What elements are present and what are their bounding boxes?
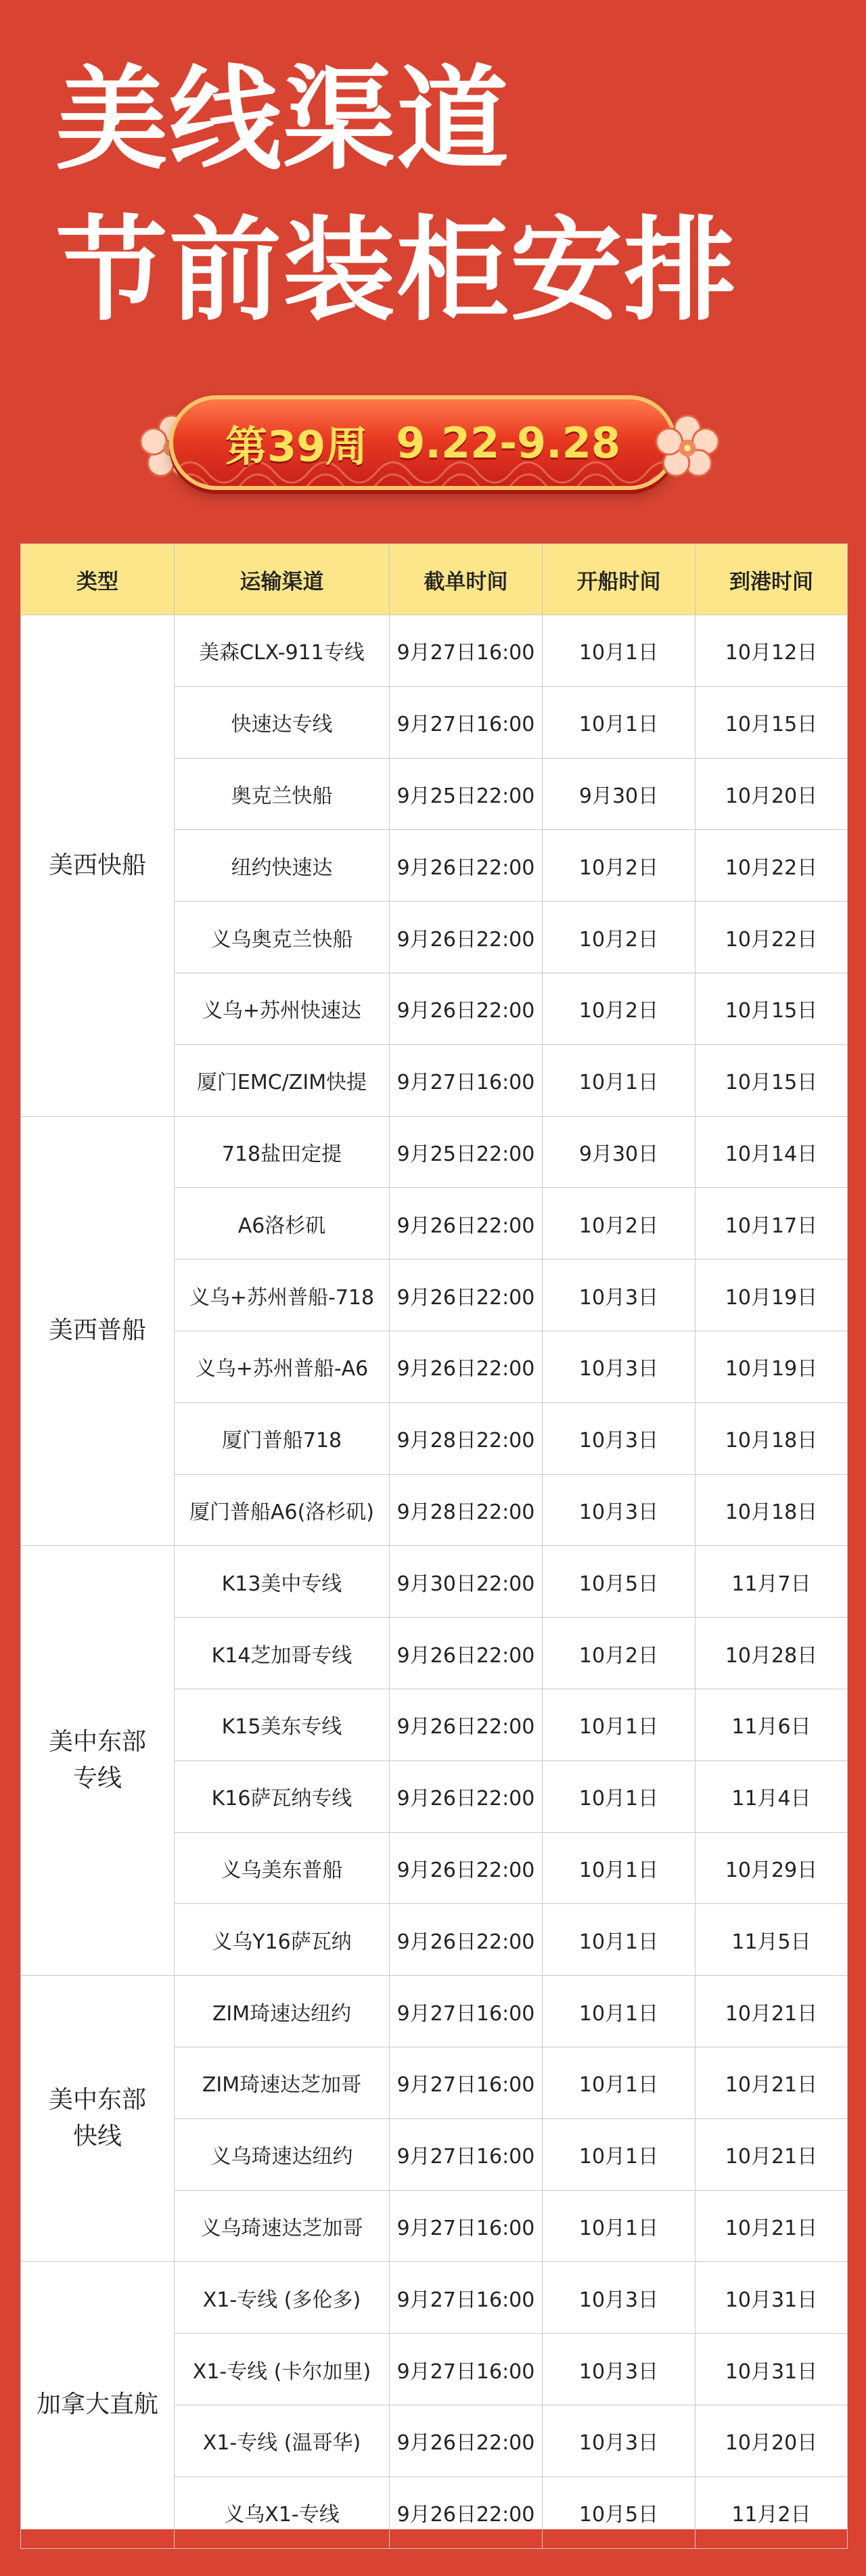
sailing-cell: 9月30日 [543,1116,696,1188]
table-header-row [21,544,848,615]
arrival-cell: 10月22日 [696,902,848,973]
cutoff-cell: 9月27日16:00 [390,2334,543,2405]
cutoff-cell: 9月27日16:00 [390,2190,543,2262]
channel-cell: 纽约快速达 [175,830,390,902]
channel-cell: 义乌Y16萨瓦纳 [175,1904,390,1976]
sailing-cell: 10月1日 [543,2118,696,2190]
sailing-cell: 10月2日 [543,1618,696,1689]
cutoff-cell: 9月26日22:00 [390,830,543,902]
table-body [21,615,848,2549]
channel-cell: 美森CLX-911专线 [175,615,390,687]
channel-cell: K14芝加哥专线 [175,1618,390,1689]
arrival-cell: 10月19日 [696,1260,848,1331]
cutoff-cell: 9月25日22:00 [390,758,543,830]
arrival-cell: 11月7日 [696,1546,848,1618]
arrival-cell: 10月21日 [696,2190,848,2262]
arrival-cell: 10月20日 [696,2405,848,2477]
channel-cell: 义乌+苏州普船-A6 [175,1331,390,1402]
sailing-cell: 10月1日 [543,2047,696,2118]
category-cell: 美中东部 专线 [21,1546,175,1976]
channel-cell: A6洛杉矶 [175,1188,390,1260]
sailing-cell: 10月3日 [543,2334,696,2405]
header-cutoff-time: 截单时间 [390,544,543,615]
week-dates: 9.22-9.28 [396,418,620,468]
cutoff-cell: 9月27日16:00 [390,686,543,758]
header-channel: 运输渠道 [175,544,390,615]
channel-cell: ZIM琦速达纽约 [175,1976,390,2047]
sailing-cell: 10月3日 [543,1474,696,1546]
cutoff-cell: 9月26日22:00 [390,1188,543,1260]
arrival-cell: 10月29日 [696,1832,848,1904]
table-row [21,1546,848,1618]
channel-cell: 厦门普船A6(洛杉矶) [175,1474,390,1546]
channel-cell: 义乌琦速达纽约 [175,2118,390,2190]
table-row [21,1116,848,1188]
channel-cell: 义乌奥克兰快船 [175,902,390,973]
arrival-cell: 10月20日 [696,758,848,830]
arrival-cell: 10月15日 [696,973,848,1044]
table-row [21,2262,848,2334]
sailing-cell: 10月3日 [543,1402,696,1474]
arrival-cell: 10月18日 [696,1402,848,1474]
category-cell: 美西快船 [21,615,175,1117]
arrival-cell: 10月15日 [696,686,848,758]
cutoff-cell: 9月26日22:00 [390,1832,543,1904]
channel-cell: 718盐田定提 [175,1116,390,1188]
cutoff-cell: 9月27日16:00 [390,615,543,687]
arrival-cell: 10月12日 [696,615,848,687]
arrival-cell: 10月19日 [696,1331,848,1402]
sailing-cell: 10月1日 [543,686,696,758]
cutoff-cell: 9月27日16:00 [390,2047,543,2118]
cutoff-cell: 9月28日22:00 [390,1474,543,1546]
sailing-cell: 10月3日 [543,2262,696,2334]
channel-cell: 快速达专线 [175,686,390,758]
sailing-cell: 10月1日 [543,615,696,687]
channel-cell: X1-专线 (卡尔加里) [175,2334,390,2405]
arrival-cell: 10月18日 [696,1474,848,1546]
channel-cell: X1-专线 (多伦多) [175,2262,390,2334]
sailing-cell: 10月2日 [543,902,696,973]
table-row [21,615,848,687]
channel-cell: 义乌+苏州普船-718 [175,1260,390,1331]
channel-cell: X1-专线 (温哥华) [175,2405,390,2477]
sailing-cell: 10月3日 [543,1260,696,1331]
channel-cell: K15美东专线 [175,1689,390,1760]
arrival-cell: 10月31日 [696,2262,848,2334]
sailing-cell: 10月1日 [543,1832,696,1904]
cutoff-cell: 9月26日22:00 [390,1260,543,1331]
arrival-cell: 10月22日 [696,830,848,902]
header-type: 类型 [21,544,175,615]
channel-cell: 义乌X1-专线 [175,2477,390,2548]
arrival-cell: 10月31日 [696,2334,848,2405]
sailing-cell: 10月1日 [543,1904,696,1976]
sailing-cell: 10月2日 [543,1188,696,1260]
cutoff-cell: 9月27日16:00 [390,1976,543,2047]
sailing-cell: 10月3日 [543,1331,696,1402]
cutoff-cell: 9月28日22:00 [390,1402,543,1474]
sailing-cell: 10月1日 [543,1976,696,2047]
cutoff-cell: 9月26日22:00 [390,2477,543,2548]
arrival-cell: 10月14日 [696,1116,848,1188]
cutoff-cell: 9月26日22:00 [390,1331,543,1402]
channel-cell: 奥克兰快船 [175,758,390,830]
sailing-cell: 10月2日 [543,830,696,902]
arrival-cell: 10月17日 [696,1188,848,1260]
sailing-cell: 10月1日 [543,2190,696,2262]
arrival-cell: 10月28日 [696,1618,848,1689]
sailing-cell: 10月1日 [543,1044,696,1116]
cutoff-cell: 9月26日22:00 [390,2405,543,2477]
category-cell: 加拿大直航 [21,2262,175,2548]
cutoff-cell: 9月26日22:00 [390,1689,543,1760]
schedule-table [20,543,847,2529]
sailing-cell: 9月30日 [543,758,696,830]
header-sailing-time: 开船时间 [543,544,696,615]
cutoff-cell: 9月25日22:00 [390,1116,543,1188]
page-title-line2: 节前装柜安排 [55,206,737,336]
channel-cell: 义乌美东普船 [175,1832,390,1904]
category-cell: 美西普船 [21,1116,175,1546]
week-label: 第39周 [225,421,368,471]
category-cell: 美中东部 快线 [21,1976,175,2262]
channel-cell: K16萨瓦纳专线 [175,1760,390,1832]
flower-ornament-icon [655,414,720,479]
channel-cell: K13美中专线 [175,1546,390,1618]
arrival-cell: 11月5日 [696,1904,848,1976]
channel-cell: 厦门EMC/ZIM快提 [175,1044,390,1116]
channel-cell: 义乌琦速达芝加哥 [175,2190,390,2262]
sailing-cell: 10月5日 [543,2477,696,2548]
page-title-line1: 美线渠道 [55,55,510,185]
arrival-cell: 10月21日 [696,1976,848,2047]
sailing-cell: 10月1日 [543,1760,696,1832]
cutoff-cell: 9月27日16:00 [390,2118,543,2190]
cutoff-cell: 9月26日22:00 [390,973,543,1044]
sailing-cell: 10月2日 [543,973,696,1044]
cutoff-cell: 9月30日22:00 [390,1546,543,1618]
arrival-cell: 10月15日 [696,1044,848,1116]
channel-cell: ZIM琦速达芝加哥 [175,2047,390,2118]
channel-cell: 厦门普船718 [175,1402,390,1474]
channel-cell: 义乌+苏州快速达 [175,973,390,1044]
arrival-cell: 11月2日 [696,2477,848,2548]
sailing-cell: 10月5日 [543,1546,696,1618]
sailing-cell: 10月3日 [543,2405,696,2477]
week-banner [169,395,677,490]
table-row [21,1976,848,2047]
cutoff-cell: 9月26日22:00 [390,1618,543,1689]
arrival-cell: 11月4日 [696,1760,848,1832]
arrival-cell: 11月6日 [696,1689,848,1760]
cutoff-cell: 9月27日16:00 [390,1044,543,1116]
arrival-cell: 10月21日 [696,2118,848,2190]
sailing-cell: 10月1日 [543,1689,696,1760]
cutoff-cell: 9月26日22:00 [390,1760,543,1832]
cutoff-cell: 9月26日22:00 [390,902,543,973]
arrival-cell: 10月21日 [696,2047,848,2118]
cutoff-cell: 9月26日22:00 [390,1904,543,1976]
header-arrival-time: 到港时间 [696,544,848,615]
cutoff-cell: 9月27日16:00 [390,2262,543,2334]
